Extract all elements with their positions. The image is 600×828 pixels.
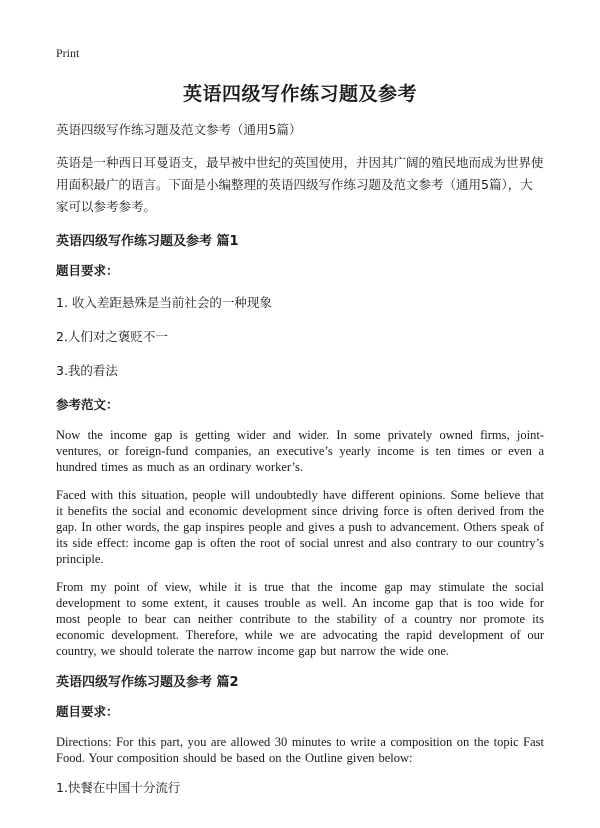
section-1-requirement-3: 3.我的看法: [56, 363, 118, 378]
section-2-directions: Directions: For this part, you are allowed 30 minutes to write a composition on the topic Fast Food. Your composition should be based on the Outline given below:: [56, 735, 544, 765]
document-title: 英语四级写作练习题及参考: [182, 83, 417, 105]
section-1-requirement-2: 2.人们对之褒贬不一: [56, 329, 168, 344]
section-2-requirement-1: 1.快餐在中国十分流行: [56, 780, 181, 795]
section-1-essay-paragraph-1: Now the income gap is getting wider and wider. In some privately owned firms, joint-ventures, or foreign-fund companies, an executive’s yearly income is ten times or even a hundred times as much as an ordinary worker’s.: [56, 428, 544, 474]
section-1-essay-paragraph-2: Faced with this situation, people will undoubtedly have different opinions. Some believe that it benefits the social and economic development since driving force is often derived from the gap. In other words, the gap inspires people and gives a push to advancement. Others speak of its side effect: income gap is often the root of social unrest and also contrary to our country’s principle.: [56, 488, 544, 566]
section-1-requirement-1: 1. 收入差距悬殊是当前社会的一种现象: [56, 295, 272, 310]
section-2-heading: 英语四级写作练习题及参考 篇2: [56, 675, 239, 690]
section-1-heading: 英语四级写作练习题及参考 篇1: [56, 234, 239, 249]
section-1-essay-paragraph-3: From my point of view, while it is true that the income gap may stimulate the social development to some extent, it causes trouble as well. An income gap that is too wide for most people to bear can neither contribute to the stability of a country nor promote its economic development. Therefore, while we are advocating the rapid development of our country, we should tolerate the narrow income gap but narrow the wide one.: [56, 580, 544, 658]
section-1-sample-heading: 参考范文：: [56, 397, 119, 412]
intro-paragraph: 英语是一种西日耳曼语支，最早被中世纪的英国使用，并因其广阔的殖民地而成为世界使用面积最广的语言。下面是小编整理的英语四级写作练习题及范文参考（通用5篇），大家可以参考参考。: [56, 155, 544, 214]
print-label: Print: [56, 46, 80, 60]
document-subtitle: 英语四级写作练习题及范文参考（通用5篇）: [56, 122, 302, 137]
section-1-requirements-heading: 题目要求：: [56, 263, 119, 278]
section-2-requirements-heading: 题目要求：: [56, 704, 119, 719]
